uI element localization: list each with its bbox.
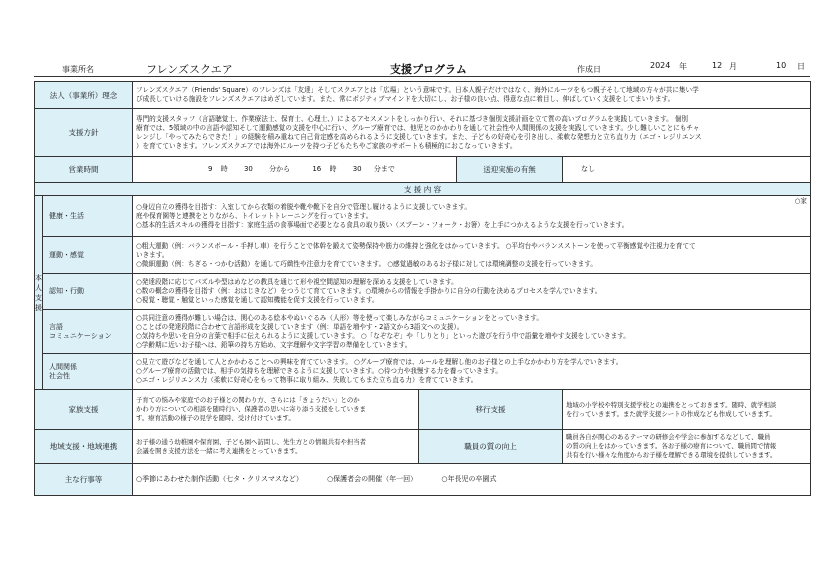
- family-support-text: 子育ての悩みや家庭でのお子様との関わり方、さらには「きょうだい」とのか かわり方についての相談を随時行い、保護者の思いに寄り添う支援をしていきま す。療育活動の様子の見学を随時、受け付けています。: [133, 390, 419, 430]
- domain-label: 健康・生活: [43, 196, 133, 237]
- community-support-text: お子様の通う幼稚園や保育園、子ども園へ訪問し、先生方との情報共有や担当者 会議を開き支援方法を一緒に考え連携をとっていきます。: [133, 430, 419, 464]
- day-unit: 日: [797, 62, 805, 71]
- philosophy-label: 法人（事業所）理念: [35, 82, 133, 109]
- domain-row: [35, 274, 811, 310]
- events-label: 主な行事等: [35, 464, 133, 496]
- philosophy-row: [35, 82, 811, 109]
- domain-label: 認知・行動: [43, 274, 133, 310]
- family-support-label: 家族支援: [35, 390, 133, 430]
- staff-quality-text: 職員各自が関心のあるテーマの研修会や学会に参加するなどして、職員 の質の向上をはかっていきます。各お子様の療育について、職員間で情報 共有を行い様々な角度からお子様を理解できる環境を提供していきます。: [563, 430, 811, 464]
- office-name-label: 事業所名: [62, 65, 94, 74]
- events-row: [35, 464, 811, 496]
- domain-text: ○身辺自立の獲得を目指す：入室してから衣類の着脱や靴や靴下を自分で管理し履けるように支援していきます。 庭や保育園等と連携をとりながら、トイレットトレーニングを行っていきます。 ○基本的生活スキルの獲得を目指す：家庭生活の食事場面で必要となる食具の取り扱い（スプーン・フォーク・お箸）を上手につかえるような支援を行っていきます。 ○家: [133, 196, 811, 237]
- created-year: 2024: [650, 61, 671, 70]
- document-title: 支援プログラム: [390, 63, 467, 76]
- domain-text: ○粗大運動（例：バランスボール・手押し車）を行うことで体幹を鍛えて姿勢保持や筋力の維持と強化をはかっていきます。 ○平均台やバランスストーンを使って平衡感覚や注視力を育てて いきます。 ○微細運動（例：ちぎる・つかむ活動）を通して巧緻性や注意力を育てていきます。 ○感覚過敏のあるお子様に対しては環境調整の支援を行っていきます。: [133, 237, 811, 274]
- content-header: 支 援 内 容: [35, 183, 811, 196]
- domain-text: ○共同注意の獲得が難しい場合は、関心のある絵本やぬいぐるみ（人形）等を使って楽しみながらコミュニケーションをとっていきます。 ○ことばの発達段階に合わせて言語形成を支援していきます（例：単語を増やす・2語文から3語文への支援）。 ○気持ちや思いを自分の言葉で相手に伝えられるように支援していきます。 ○「なぞなぞ」や「しりとり」といった遊びを行う中で語彙を増やす支援をしていきます。 ○学齢期に近いお子様へは、鉛筆の持ち方始め、文字理解や文字学習の準備をしていきます。: [133, 310, 811, 354]
- domain-row: [35, 310, 811, 354]
- header-underline: [34, 76, 810, 77]
- event-item: ○年長児の卒園式: [441, 475, 497, 483]
- month-unit: 月: [729, 62, 737, 71]
- domain-row: [35, 354, 811, 390]
- policy-row: [35, 109, 811, 157]
- hours-value: 9 時 30 分から 16 時 30 分まで: [133, 157, 457, 183]
- office-name: フレンズスクエア: [146, 63, 233, 76]
- transition-support-label: 移行支援: [419, 390, 563, 430]
- created-date-label: 作成日: [577, 65, 601, 74]
- event-item: ○季節にあわせた制作活動（七タ・クリスマスなど）: [136, 475, 303, 483]
- created-month: 12: [712, 61, 723, 70]
- family-row: [35, 390, 811, 430]
- event-item: ○保護者会の開催（年一回）: [327, 475, 418, 483]
- created-day: 10: [776, 61, 787, 70]
- domain-row: [35, 237, 811, 274]
- domain-label: 運動・感覚: [43, 237, 133, 274]
- content-header-row: [35, 183, 811, 196]
- transport-value: なし: [563, 157, 811, 183]
- staff-quality-label: 職員の質の向上: [419, 430, 563, 464]
- domain-row: [35, 196, 811, 237]
- support-program-sheet: [34, 81, 810, 496]
- hours-row: [35, 157, 811, 183]
- domain-label: 言語 コミュニケーション: [43, 310, 133, 354]
- personal-support-label: 本 人 支 援: [35, 196, 43, 390]
- support-program-table: [34, 81, 811, 496]
- community-support-label: 地域支援・地域連携: [35, 430, 133, 464]
- domain-label: 人間関係 社会性: [43, 354, 133, 390]
- events-text: [133, 464, 811, 496]
- hours-label: 営業時間: [35, 157, 133, 183]
- transport-label: 送迎実施の有無: [457, 157, 563, 183]
- domain-text: ○発達段階に応じてパズルや型はめなどの教具を通じて形や視空間認知の理解を深める支援をしていきます。 ○数の概念の獲得を目指す（例：おはじきなど）をつうじて育てていきます。○環境からの情報を手掛かりに自分の行動を決めるプロセスを学んでいきます。 ○視覚・聴覚・触覚といった感覚を通して認知機能を促す支援を行っていきます。: [133, 274, 811, 310]
- policy-label: 支援方針: [35, 109, 133, 157]
- domain-text: ○見立て遊びなどを通して人とかかわることへの興味を育てていきます。 ○グループ療育では、ルールを理解し他のお子様との上手なかかわり方を学んでいきます。 ○グループ療育の活動では、相手の気持ちを理解できるように支援していきます。○待つ力や我慢する力を養っていきます。 ○エゴ・レジリエンス力（柔軟に好奇心をもって物事に取り組み、失敗してもまた立ち直る力）を育てていきます。: [133, 354, 811, 390]
- transition-support-text: 地域の小学校や特別支援学校との連携をとっておきます。随時、就学相談 を行っていきます。また就学支援シートの作成なども作成していきます。: [563, 390, 811, 430]
- community-row: [35, 430, 811, 464]
- philosophy-text: フレンズスクエア（Friends' Square）のフレンズは「友達」そしてスクエアとは「広場」という意味です。日本人親子だけではなく、海外にルーツをもつ親子そして地域の方々が共に集い学 び成長していける施設をフレンズスクエアはめざしています。また、常にポジティブマインドを大切にし、お子様の良い点、得意な点に着目し、伸ばしていく支援をしてまいります。: [133, 82, 811, 109]
- year-unit: 年: [679, 62, 687, 71]
- policy-text: 専門的支援スタッフ（言語聴覚士、作業療法士、保育士、心理士、）によるアセスメントをしっかり行い、それに基づき個別支援計画を立て質の高いプログラムを実践していきます。 個別 療育では、5領域の中の言語や認知そして運動感覚の支援を中心に行い、グループ療育では、他児とのかかわりを通して社会性や人間関係の支援を実践していきます。少し難しいことにもチャ レンジし「やってみたらできた！」の経験を積み重ねて自己肯定感を高められるように支援していきます。また、子どもの好奇心を引き出し、柔軟な発想力と立ち直り力（エゴ・レジリエンス ）を育てていきます。フレンズスクエアでは海外にルーツを持つ子どもたちやご家族のサポートも積極的におこなっていきます。: [133, 109, 811, 157]
